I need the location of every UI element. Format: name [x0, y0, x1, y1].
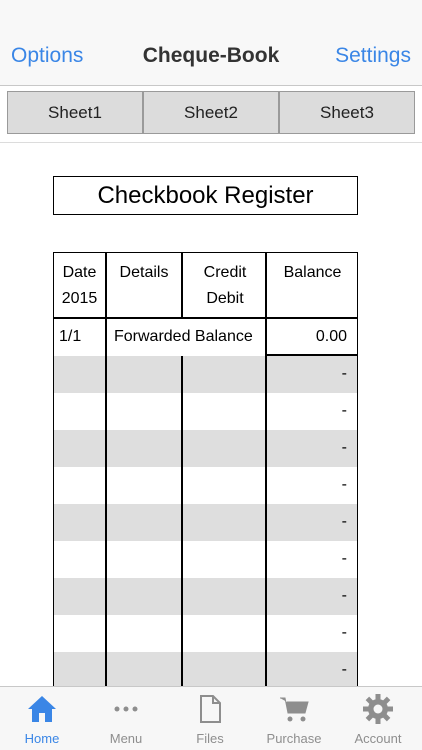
- tab-account[interactable]: [336, 687, 420, 750]
- forwarded-balance-row[interactable]: [54, 318, 357, 355]
- balance-cell: -: [341, 402, 347, 419]
- table-row[interactable]: [54, 578, 357, 615]
- tab-account-label: Account: [354, 731, 402, 746]
- row-balance: 0.00: [315, 328, 347, 345]
- register-table: [53, 252, 358, 686]
- tab-home[interactable]: [0, 687, 84, 750]
- year-header-label: 2015: [61, 290, 98, 307]
- column-divider: [181, 253, 183, 318]
- navigation-bar: [0, 0, 422, 86]
- row-date: 1/1: [59, 328, 82, 345]
- balance-cell: -: [341, 550, 347, 567]
- balance-divider: [266, 354, 358, 356]
- balance-cell: -: [341, 624, 347, 641]
- home-icon: [26, 693, 58, 725]
- credit-debit-header: [183, 253, 267, 317]
- date-header-label: Date: [62, 264, 97, 281]
- table-row[interactable]: [54, 356, 357, 393]
- credit-header-label: Credit: [203, 264, 247, 281]
- tab-home-label: Home: [24, 731, 60, 746]
- tab-purchase-label: Purchase: [266, 731, 322, 746]
- balance-cell: -: [341, 365, 347, 382]
- register-title: Checkbook Register: [53, 176, 358, 215]
- balance-header-label: Balance: [283, 264, 342, 281]
- balance-cell: -: [341, 587, 347, 604]
- file-icon: [194, 693, 226, 725]
- tab-files[interactable]: [168, 687, 252, 750]
- balance-cell: -: [341, 439, 347, 456]
- tab-menu-label: Menu: [109, 731, 143, 746]
- tab-bar: [0, 686, 422, 750]
- sheet1-button[interactable]: Sheet1: [7, 91, 143, 134]
- tab-files-label: Files: [196, 731, 224, 746]
- table-row[interactable]: [54, 504, 357, 541]
- sheet3-button[interactable]: Sheet3: [279, 91, 415, 134]
- column-divider: [105, 253, 107, 686]
- tab-menu[interactable]: [84, 687, 168, 750]
- table-row[interactable]: [54, 430, 357, 467]
- app-title: Cheque-Book: [142, 44, 280, 67]
- sheet2-button[interactable]: Sheet2: [143, 91, 279, 134]
- column-divider: [265, 318, 267, 356]
- column-divider: [265, 356, 267, 686]
- column-divider: [181, 356, 183, 686]
- table-row[interactable]: [54, 652, 357, 686]
- balance-cell: -: [341, 661, 347, 678]
- settings-button[interactable]: Settings: [335, 44, 411, 67]
- column-divider: [265, 253, 267, 318]
- tab-purchase[interactable]: [252, 687, 336, 750]
- debit-header-label: Debit: [206, 290, 244, 307]
- details-header-label: Details: [119, 264, 169, 281]
- options-button[interactable]: Options: [11, 44, 84, 67]
- balance-header: [268, 253, 357, 317]
- details-header: [106, 253, 182, 317]
- gear-icon: [362, 693, 394, 725]
- row-details: Forwarded Balance: [114, 328, 253, 345]
- sheet-selector: [0, 86, 422, 143]
- balance-cell: -: [341, 476, 347, 493]
- cart-icon: [278, 693, 310, 725]
- balance-cell: -: [341, 513, 347, 530]
- more-icon: [110, 693, 142, 725]
- date-header: [54, 253, 105, 317]
